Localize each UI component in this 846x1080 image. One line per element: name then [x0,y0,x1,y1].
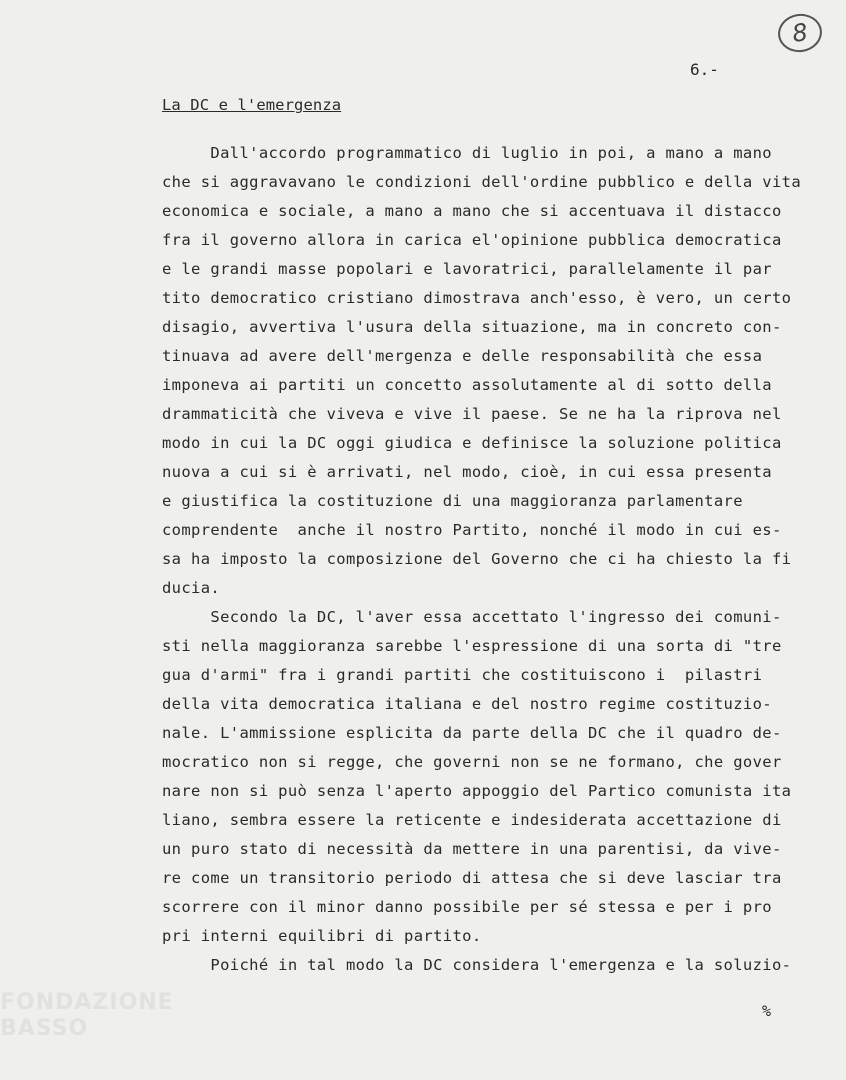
text-line: disagio, avvertiva l'usura della situazione, ma in concreto con- [162,318,782,336]
text-line: della vita democratica italiana e del nostro regime costituzio- [162,695,772,713]
text-line: re come un transitorio periodo di attesa che si deve lasciar tra [162,869,782,887]
text-line: nare non si può senza l'aperto appoggio del Partico comunista ita [162,782,792,800]
archive-circle-number: 8 [776,11,825,55]
text-line: scorrere con il minor danno possibile per sé stessa e per i pro [162,898,772,916]
text-line: gua d'armi" fra i grandi partiti che costituiscono i pilastri [162,666,763,684]
text-line: tito democratico cristiano dimostrava anch'esso, è vero, un certo [162,289,792,307]
text-line: mocratico non si regge, che governi non se ne formano, che gover [162,753,782,771]
text-line: nale. L'ammissione esplicita da parte della DC che il quadro de- [162,724,782,742]
text-line: tinuava ad avere dell'mergenza e delle responsabilità che essa [162,347,763,365]
text-line: un puro stato di necessità da mettere in una parentisi, da vive- [162,840,782,858]
text-line: sa ha imposto la composizione del Governo che ci ha chiesto la fi [162,550,792,568]
text-line: sti nella maggioranza sarebbe l'espressione di una sorta di "tre [162,637,782,655]
archive-stamp [440,0,580,1080]
text-line: ducia. [162,579,221,597]
text-line: imponeva ai partiti un concetto assolutamente al di sotto della [162,376,772,394]
page-number: 6.- [690,60,719,79]
text-line: pri interni equilibri di partito. [162,927,482,945]
continuation-mark: % [762,1002,772,1020]
text-line: liano, sembra essere la reticente e indesiderata accettazione di [162,811,782,829]
archive-watermark: FONDAZIONE BASSO [0,990,174,1041]
section-title: La DC e l'emergenza [162,96,342,114]
text-line: modo in cui la DC oggi giudica e definisce la soluzione politica [162,434,782,452]
text-line: nuova a cui si è arrivati, nel modo, cioè, in cui essa presenta [162,463,772,481]
text-line: drammaticità che viveva e vive il paese. Se ne ha la riprova nel [162,405,782,423]
text-line: che si aggravavano le condizioni dell'ordine pubblico e della vita [162,173,801,191]
text-line: e le grandi masse popolari e lavoratrici, parallelamente il par [162,260,772,278]
text-line: Dall'accordo programmatico di luglio in poi, a mano a mano [162,144,772,162]
text-line: Poiché in tal modo la DC considera l'emergenza e la soluzio- [162,956,792,974]
text-line: economica e sociale, a mano a mano che si accentuava il distacco [162,202,782,220]
text-line: Secondo la DC, l'aver essa accettato l'ingresso dei comuni- [162,608,782,626]
text-line: e giustifica la costituzione di una maggioranza parlamentare [162,492,743,510]
text-line: comprendente anche il nostro Partito, nonché il modo in cui es- [162,521,782,539]
text-line: fra il governo allora in carica el'opinione pubblica democratica [162,231,782,249]
